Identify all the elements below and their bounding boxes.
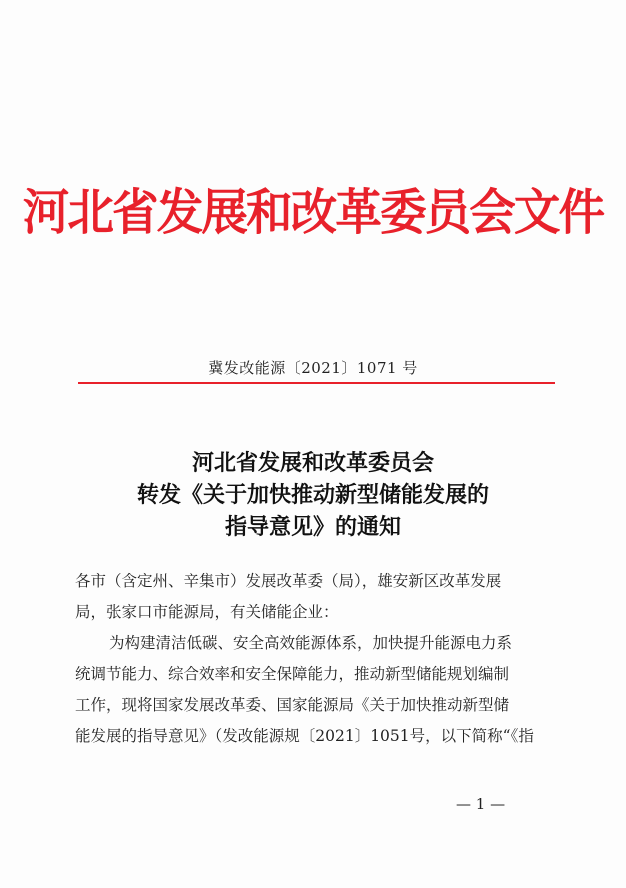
page-number: — 1 — bbox=[456, 795, 506, 813]
document-body bbox=[75, 566, 555, 752]
body-paragraph-line: 能发展的指导意见》（发改能源规〔2021〕1051号，以下简称“《指 bbox=[75, 727, 534, 745]
red-divider-rule bbox=[78, 382, 555, 384]
document-number: 冀发改能源〔2021〕1071 号 bbox=[208, 359, 418, 377]
recipients-line: 各市（含定州、辛集市）发展改革委（局），雄安新区改革发展 bbox=[75, 572, 502, 590]
notice-title-line: 河北省发展和改革委员会 bbox=[191, 450, 434, 476]
body-paragraph-line: 工作，现将国家发展改革委、国家能源局《关于加快推动新型储 bbox=[75, 696, 510, 714]
body-paragraph-line: 为构建清洁低碳、安全高效能源体系，加快提升能源电力系 bbox=[109, 634, 513, 652]
recipients-line: 局，张家口市能源局，有关储能企业： bbox=[75, 603, 339, 621]
document-header-title: 河北省发展和改革委员会文件 bbox=[22, 184, 604, 241]
body-paragraph-line: 统调节能力、综合效率和安全保障能力，推动新型储能规划编制 bbox=[75, 665, 510, 683]
notice-title-line: 指导意见》的通知 bbox=[224, 514, 401, 540]
notice-title-line: 转发《关于加快推动新型储能发展的 bbox=[136, 482, 489, 508]
notice-title bbox=[0, 447, 626, 543]
